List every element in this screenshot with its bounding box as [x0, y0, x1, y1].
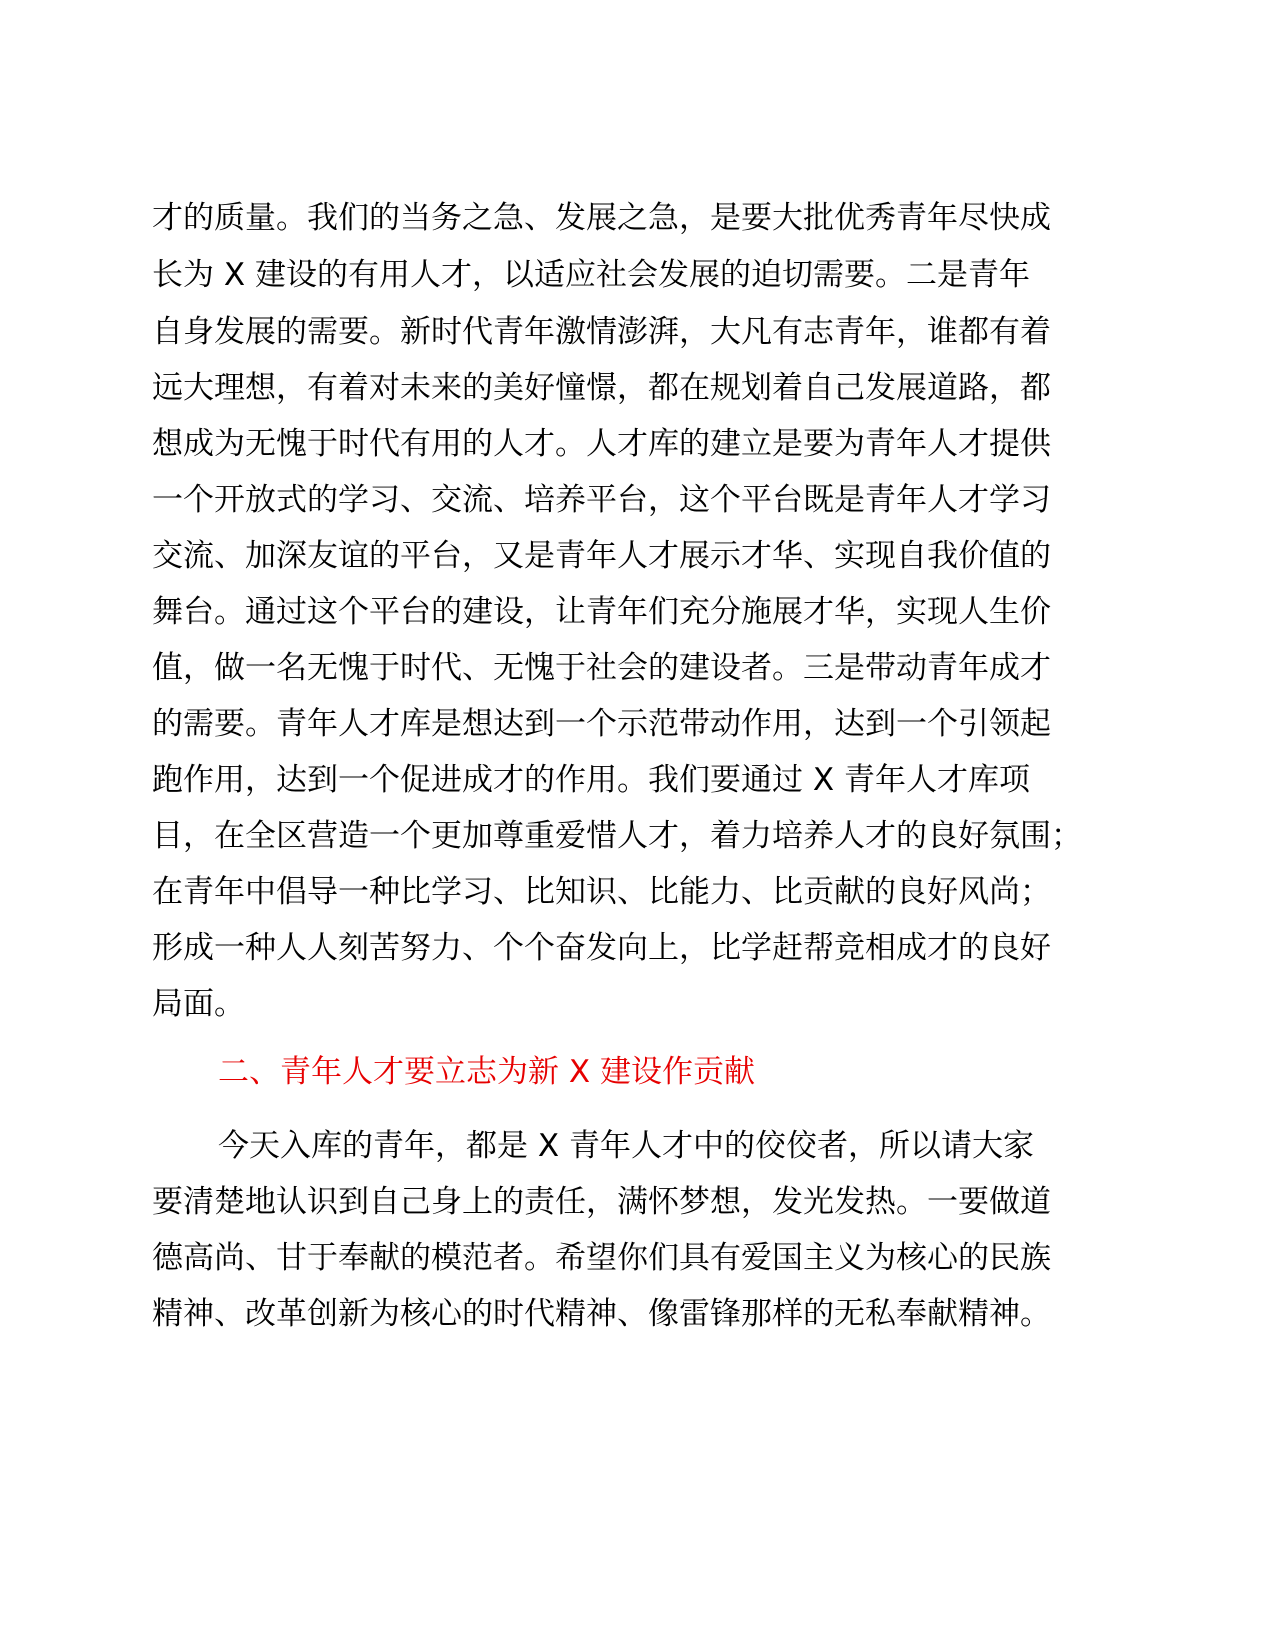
paragraph-line: 在青年中倡导一种比学习、比知识、比能力、比贡献的良好风尚； — [152, 874, 1051, 910]
paragraph-line: 今天入库的青年，都是 X 青年人才中的佼佼者，所以请大家 — [218, 1128, 1034, 1164]
paragraph-line: 德高尚、甘于奉献的模范者。希望你们具有爱国主义为核心的民族 — [152, 1240, 1051, 1276]
section-heading: 二、青年人才要立志为新 X 建设作贡献 — [218, 1054, 755, 1090]
paragraph-line: 一个开放式的学习、交流、培养平台，这个平台既是青年人才学习 — [152, 482, 1051, 518]
paragraph-line: 跑作用，达到一个促进成才的作用。我们要通过 X 青年人才库项 — [152, 762, 1030, 798]
paragraph-line: 舞台。通过这个平台的建设，让青年们充分施展才华，实现人生价 — [152, 594, 1051, 630]
paragraph-line: 精神、改革创新为核心的时代精神、像雷锋那样的无私奉献精神。 — [152, 1296, 1051, 1332]
paragraph-line: 要清楚地认识到自己身上的责任，满怀梦想，发光发热。一要做道 — [152, 1184, 1051, 1220]
paragraph-line: 局面。 — [152, 986, 245, 1022]
paragraph-line: 交流、加深友谊的平台，又是青年人才展示才华、实现自我价值的 — [152, 538, 1051, 574]
paragraph-line: 的需要。青年人才库是想达到一个示范带动作用，达到一个引领起 — [152, 706, 1051, 742]
paragraph-line: 想成为无愧于时代有用的人才。人才库的建立是要为青年人才提供 — [152, 426, 1051, 462]
paragraph-line: 自身发展的需要。新时代青年激情澎湃，大凡有志青年，谁都有着 — [152, 314, 1051, 350]
paragraph-line: 形成一种人人刻苦努力、个个奋发向上，比学赶帮竞相成才的良好 — [152, 930, 1051, 966]
paragraph-line: 远大理想，有着对未来的美好憧憬，都在规划着自己发展道路，都 — [152, 370, 1051, 406]
paragraph-line: 长为 X 建设的有用人才，以适应社会发展的迫切需要。二是青年 — [152, 257, 1030, 293]
paragraph-line: 值，做一名无愧于时代、无愧于社会的建设者。三是带动青年成才 — [152, 650, 1051, 686]
paragraph-line: 目，在全区营造一个更加尊重爱惜人才，着力培养人才的良好氛围； — [152, 818, 1082, 854]
paragraph-line: 才的质量。我们的当务之急、发展之急，是要大批优秀青年尽快成 — [152, 200, 1051, 236]
